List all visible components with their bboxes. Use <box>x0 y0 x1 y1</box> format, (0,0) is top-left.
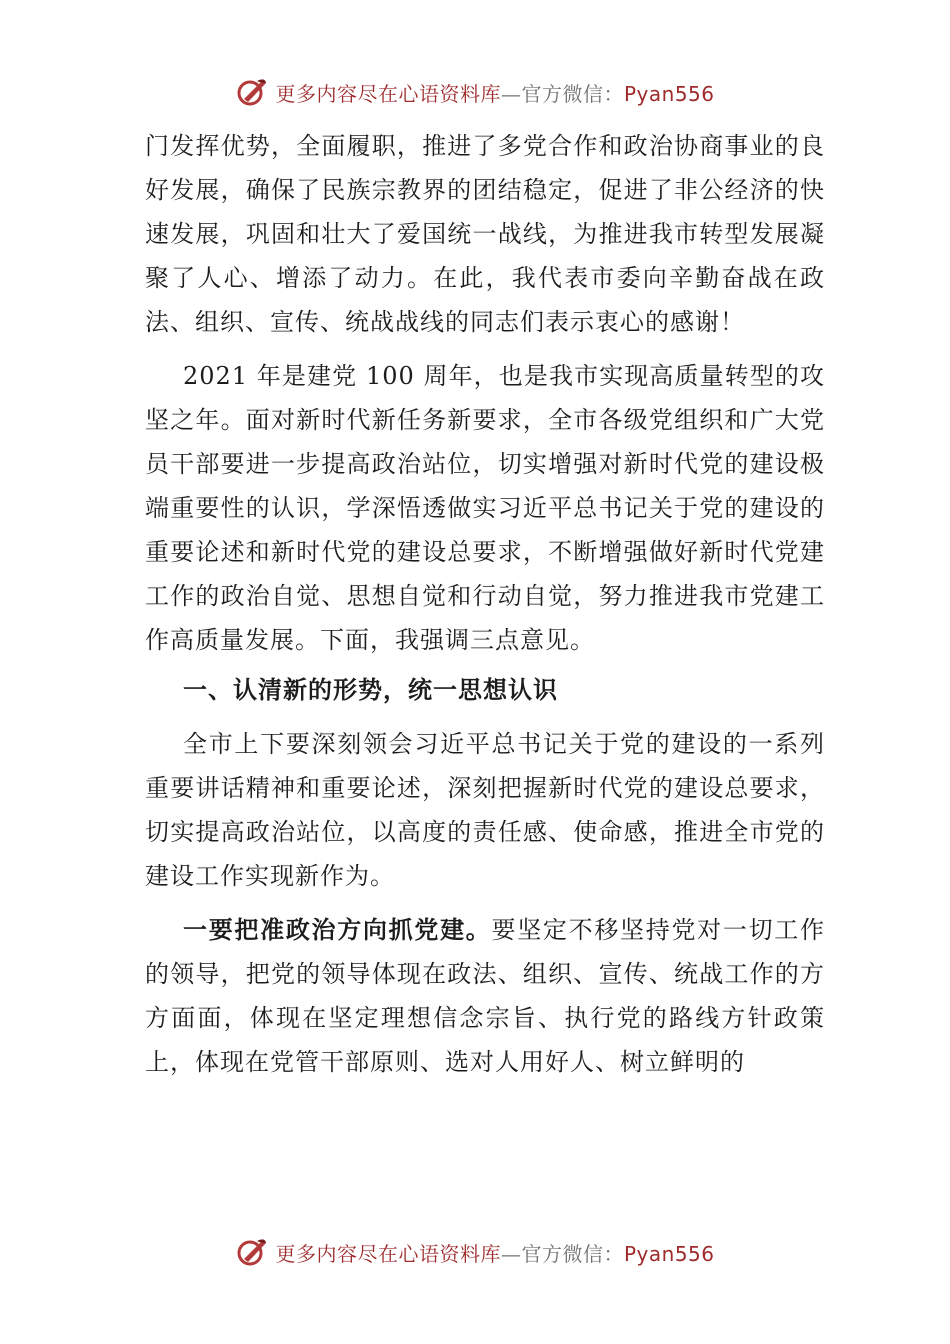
header-banner <box>0 72 950 112</box>
footer-banner <box>0 1232 950 1272</box>
document-body <box>145 124 825 1084</box>
paragraph-4-text: 要坚定不移坚持党对一切工作的领导，把党的领导体现在政法、组织、宣传、统战工作的方方面面，体现在坚定理想信念宗旨、执行党的路线方针政策上，体现在党管干部原则、选对人用好人、树立鲜明的 <box>145 916 825 1076</box>
banner-wechat-id: Pyan556 <box>623 1241 715 1266</box>
paragraph-1: 门发挥优势，全面履职，推进了多党合作和政治协商事业的良好发展，确保了民族宗教界的团结稳定，促进了非公经济的快速发展，巩固和壮大了爱国统一战线，为推进我市转型发展凝聚了人心、增添了动力。在此，我代表市委向辛勤奋战在政法、组织、宣传、统战战线的同志们表示衷心的感谢！ <box>145 132 825 336</box>
banner-separator: — <box>500 1241 522 1266</box>
banner-wechat-label: 官方微信： <box>521 81 624 106</box>
paragraph-2: 2021 年是建党 100 周年，也是我市实现高质量转型的攻坚之年。面对新时代新任务新要求，全市各级党组织和广大党员干部要进一步提高政治站位，切实增强对新时代党的建设极端重要性的认识，学深悟透做实习近平总书记关于党的建设的重要论述和新时代党的建设总要求，不断增强做好新时代党建工作的政治自觉、思想自觉和行动自觉，努力推进我市党建工作高质量发展。下面，我强调三点意见。 <box>145 362 825 654</box>
banner-brand: 更多内容尽在心语资料库 <box>275 1241 501 1266</box>
paragraph-4 <box>145 908 825 1084</box>
banner-wechat-id: Pyan556 <box>623 81 715 106</box>
quill-logo-icon <box>235 1235 269 1269</box>
paragraph-4-lead: 一要把准政治方向抓党建。 <box>183 916 492 944</box>
quill-logo-icon <box>235 75 269 109</box>
banner-separator: — <box>500 81 522 106</box>
paragraph-3: 全市上下要深刻领会习近平总书记关于党的建设的一系列重要讲话精神和重要论述，深刻把握新时代党的建设总要求，切实提高政治站位，以高度的责任感、使命感，推进全市党的建设工作实现新作为。 <box>145 730 825 890</box>
section-heading-1: 一、认清新的形势，统一思想认识 <box>183 676 558 704</box>
banner-brand: 更多内容尽在心语资料库 <box>275 81 501 106</box>
banner-wechat-label: 官方微信： <box>521 1241 624 1266</box>
